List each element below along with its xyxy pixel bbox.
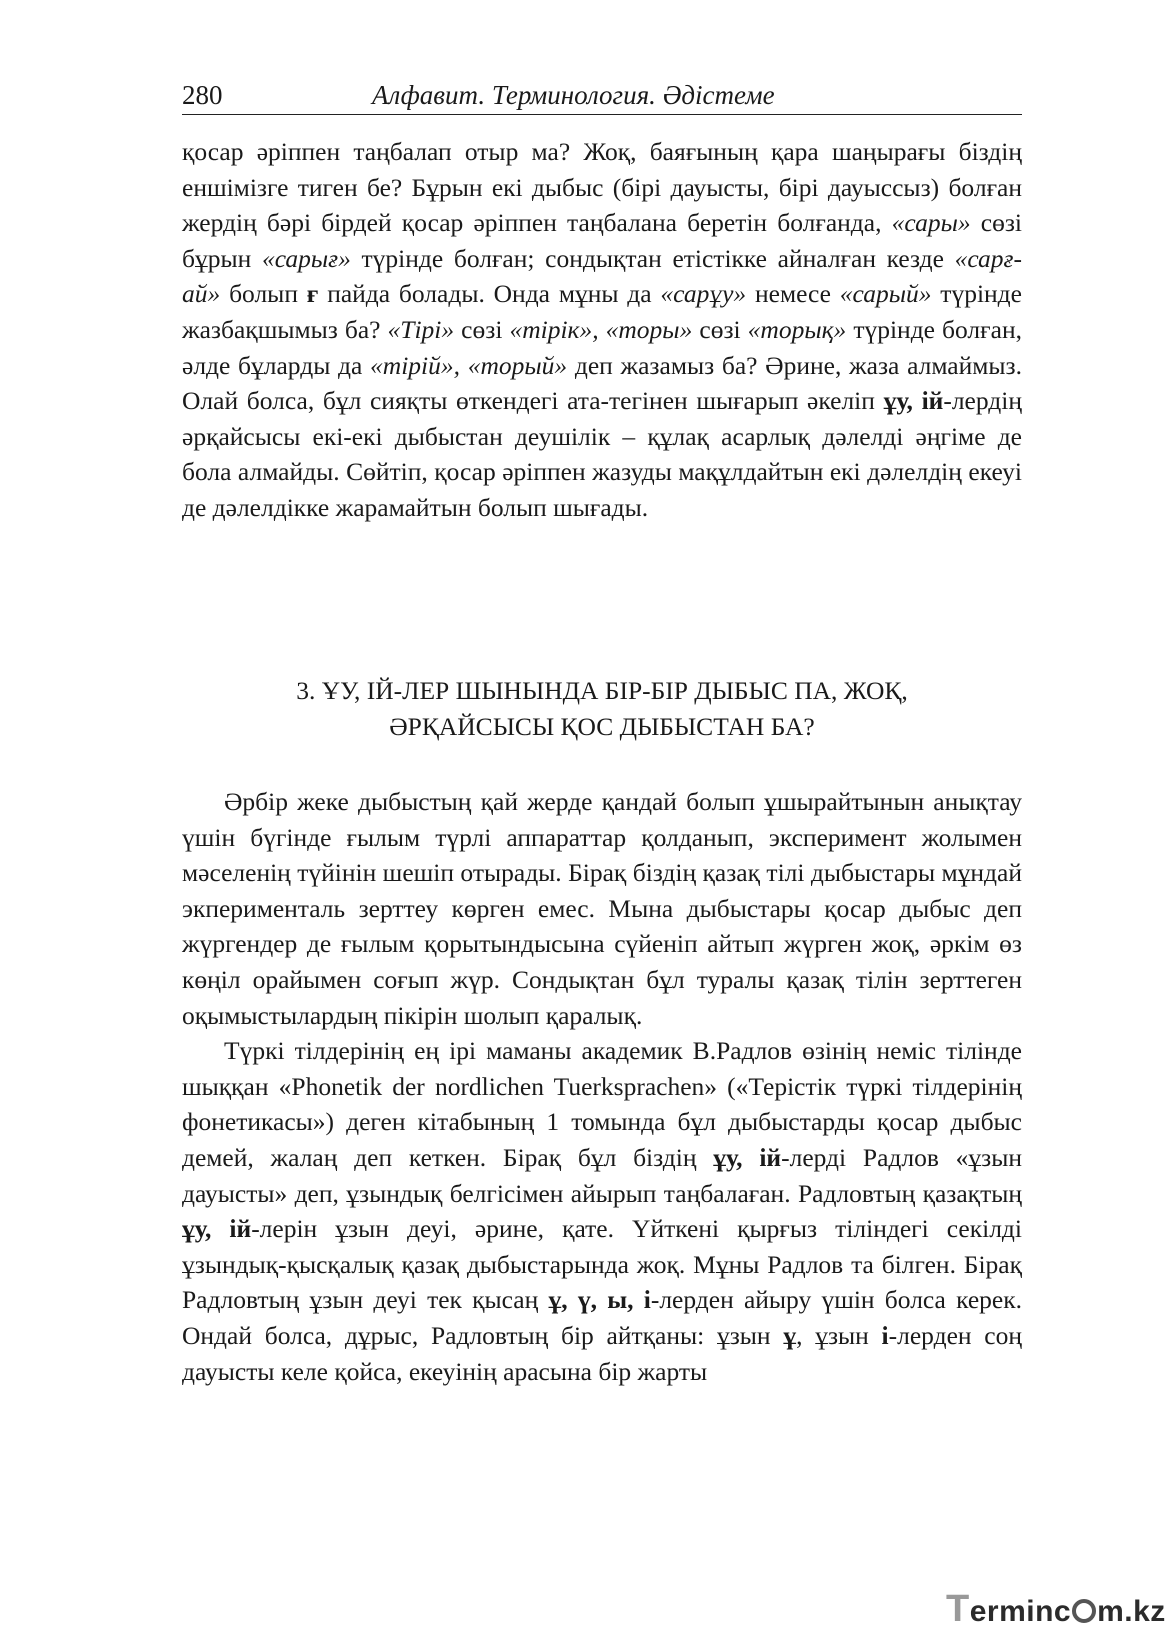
italic-word: «сарығ»	[261, 243, 351, 273]
bold-letters: ұу, ій	[713, 1142, 782, 1172]
watermark-text-part-2: m.kz	[1097, 1595, 1166, 1628]
bold-letters: ұу, ій	[182, 1214, 252, 1244]
paragraph-2	[182, 1033, 1022, 1389]
bold-letter: і	[881, 1320, 889, 1350]
watermark-t-letter: T	[946, 1588, 970, 1630]
text-run: -лердің әрқайсысы екі-екі дыбыстан деушілік – құлақ асарлық дәлелді әңгіме де бола алмайды. Сөйтіп, қосар әріппен жазуды мақұлдайтын екі дәлелдің екеуі де дәлелдікке жарамайтын болып шығады.	[182, 386, 1022, 522]
text-run: қосар әріппен таңбалап отыр ма? Жоқ, баяғының қара шаңырағы біздің еншімізге тиген бе? Бұрын екі дыбыс (бірі дауысты, бірі дауыссыз) болған жердің бәрі бірдей қосар әріппен таңбалана беретін болғанда,	[182, 137, 1022, 238]
paragraph-1: Әрбір жеке дыбыстың қай жерде қандай болып ұшырайтынын анықтау үшін бүгінде ғылым түрлі аппараттар қолданып, эксперимент жолымен мәселенің түйінін шешіп отырады. Бірақ біздің қазақ тілі дыбыстары мұндай экперименталь зерттеу көрген емес. Мына дыбыстары қосар дыбыс деп жүргендер де ғылым қорытындысына сүйеніп айтып жүрген жоқ, әркім өз көңіл орайымен соғып жүр. Сондықтан бұл туралы қазақ тілін зерттеген оқымыстылардың пікірін шолып қаралық.	[182, 787, 1022, 1030]
italic-word: «Тірі»	[387, 314, 455, 344]
running-title: Алфавит. Терминология. Әдістеме	[372, 80, 775, 110]
intro-paragraph	[182, 134, 1022, 526]
bold-letters: ұ, ү, ы, і	[548, 1285, 651, 1315]
watermark-o-ring-icon	[1072, 1599, 1096, 1623]
italic-word: «сары»	[891, 208, 971, 238]
page-number: 280	[182, 80, 223, 110]
watermark-text-part-1: erminc	[969, 1595, 1072, 1628]
text-run: -лерін ұзын деуі, әрине, қате. Үйткені қырғыз тіліндегі секілді ұзындық-қысқалық қазақ дыбыстарында жоқ. Мұны Радлов та білген. Бірақ Радловтың ұзын деуі тек қысаң	[182, 1214, 1022, 1315]
text-run: сөзі	[454, 314, 510, 344]
italic-word: «сарұу»	[660, 279, 747, 309]
section-heading-line-1: 3. ҰУ, ІЙ-ЛЕР ШЫНЫНДА БІР-БІР ДЫБЫС ПА, ЖОҚ,	[296, 676, 908, 705]
text-run: -лерден соң дауысты келе қойса, екеуінің арасына бір жарты	[182, 1320, 1022, 1386]
text-run: түрінде болған, әлде бұларды да	[182, 314, 1022, 380]
text-run: түрінде болған; сондықтан етістікке айналған кезде	[350, 243, 955, 273]
text-run: деп жазамыз ба? Әрине, жаза алмаймыз. Олай болса, бұл сияқты өткендегі ата-тегінен шығарып әкеліп	[182, 350, 1022, 416]
bold-letter: ғ	[306, 279, 319, 309]
text-run: , ұзын	[796, 1320, 882, 1350]
italic-word: «сарғ-ай»	[182, 243, 1022, 309]
text-run: -лерді Радлов «ұзын дауысты» деп, ұзындық белгісімен айырып таңбалаған. Радловтың қазақтың	[182, 1142, 1022, 1208]
section-heading	[182, 673, 1022, 745]
italic-word: «тірік», «торы»	[509, 314, 693, 344]
section-body	[182, 784, 1022, 1389]
site-watermark	[946, 1588, 1166, 1630]
text-run: түрінде жазбақшымыз ба?	[182, 279, 1022, 344]
italic-word: «торық»	[747, 314, 847, 344]
bold-letter: ұ	[783, 1320, 797, 1350]
bold-letters: ұу, ій	[883, 386, 944, 416]
text-run: сөзі бұрын	[182, 208, 1023, 273]
text-run: пайда болады. Онда мұны да	[318, 279, 661, 309]
text-run: -лерден айыру үшін болса керек. Ондай болса, дұрыс, Радловтың бір айтқаны: ұзын	[182, 1285, 1023, 1350]
text-run: Түркі тілдерінің ең ірі маманы академик В.Радлов өзінің неміс тілінде шыққан «Phonetik der nordlichen Tuerksprachen» («Терістік түркі тілдерінің фонетикасы») деген кітабының 1 томында бұл дыбыстарды қосар дыбыс демей, жалаң деп кеткен. Бірақ бұл біздің	[182, 1036, 1022, 1172]
text-run: болып	[220, 279, 307, 309]
text-run: сөзі	[692, 314, 748, 344]
section-heading-line-2: ӘРҚАЙСЫСЫ ҚОС ДЫБЫСТАН БА?	[389, 712, 815, 741]
italic-word: «сарый»	[839, 279, 932, 309]
text-run: немесе	[746, 279, 840, 309]
italic-word: «тірій», «торый»	[370, 350, 568, 380]
page-header	[182, 78, 1022, 115]
